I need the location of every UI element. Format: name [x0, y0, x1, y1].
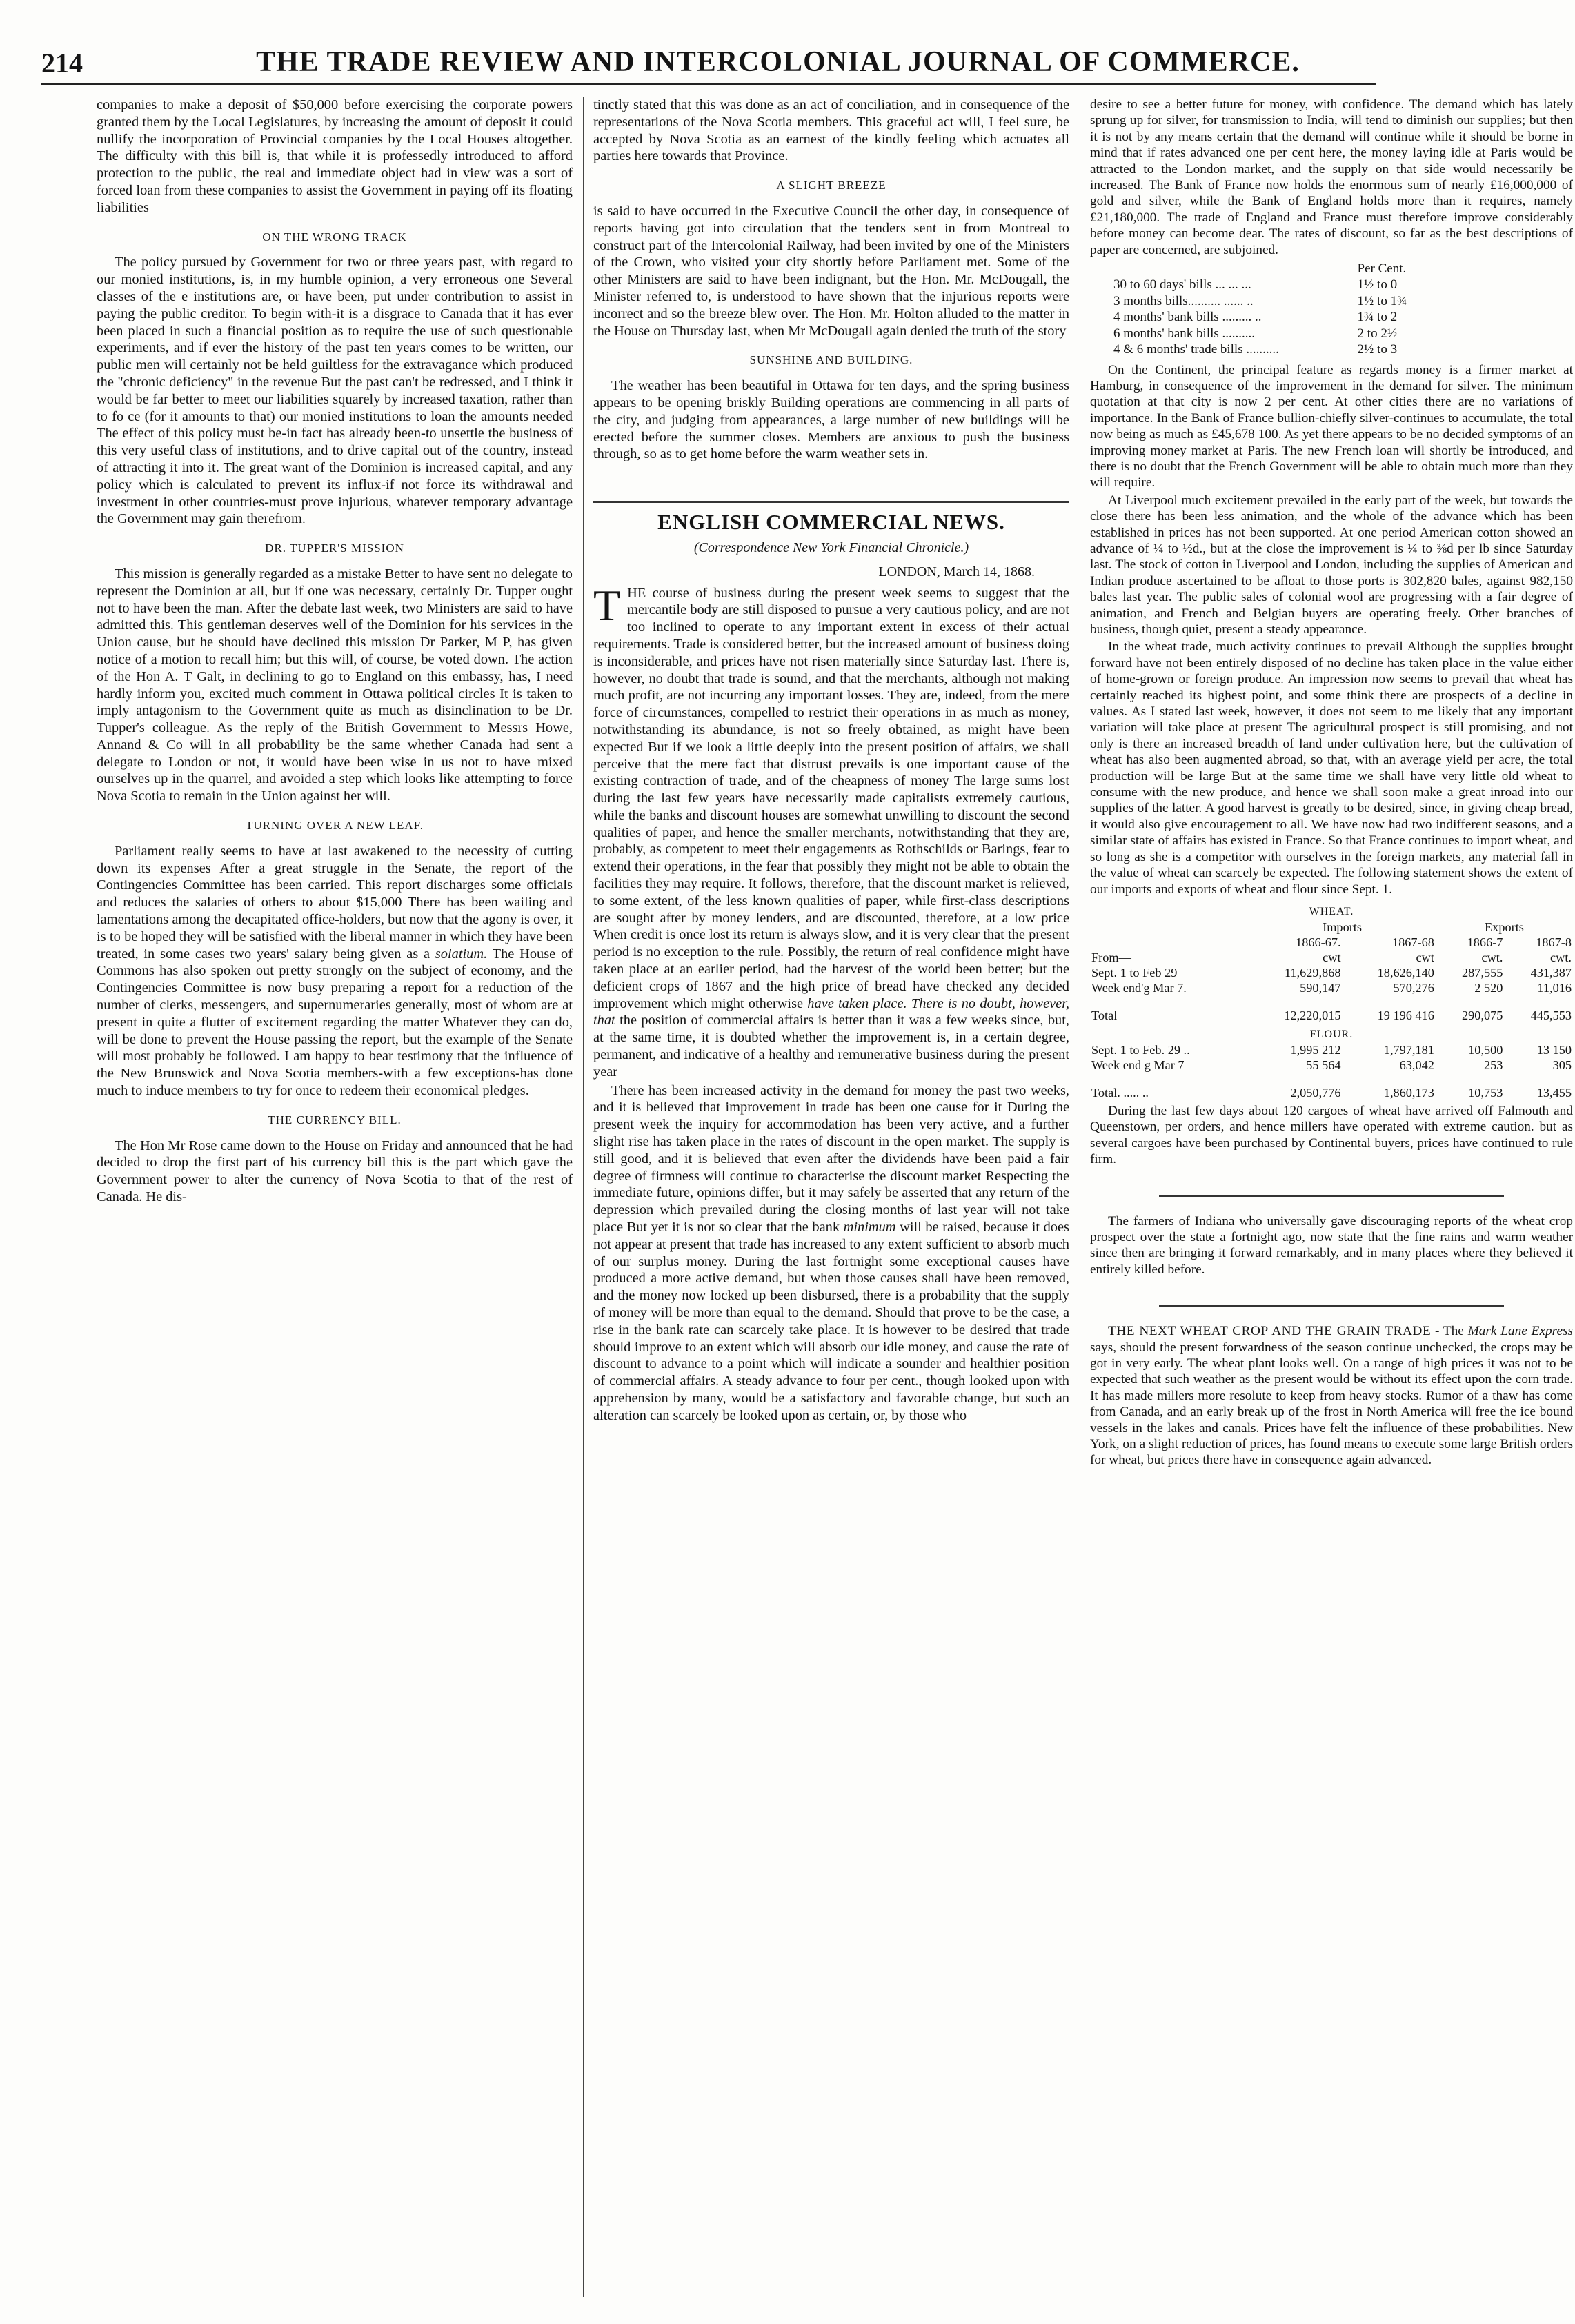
- text-run: The House of Commons has also spoken out pretty strongly on the subject of economy, and the Contingencies Committee is now busy preparing a report for a reduction of the number of clerks, messengers, and supernumeraries generally, most of whom are at present in quite a flutter of excitement regarding the matter Whatever they can do, will be done to prevent the House passing the report, but the example of the Senate will most probably be followed. I am happy to bear testimony that the influence of the New Brunswick and Nova Scotia members-with a few exceptions-has done much to induce members to try for once to redeem their economical pledges.: [97, 946, 573, 1099]
- paragraph: The farmers of Indiana who universally gave discouraging reports of the wheat crop prospect over the state a fortnight ago, now state that the fine rains and warm weather since then are bringing it forward remarkably, and in many places where they believed it entirely killed before.: [1090, 1213, 1573, 1277]
- rate-row: [1113, 293, 1431, 309]
- text-run: says, should the present forwardness of the season continue unchecked, the crops may be got in very early. The wheat plant looks well. On a range of high prices it was not to be expected that such weather as the present would be without its effect upon the corn trade. It has made millers more resolute to keep from heavy stocks. Rumor of a thaw has come from Canada, and an early break up of the frost in North America will free the ice bound vessels in the lakes and canals. Prices have felt the influence of these probabilities. New York, on a slight reduction of prices, has found means to execute some large British orders for wheat, but prices there have in consequence again advanced.: [1090, 1340, 1573, 1468]
- total-row: [1090, 995, 1573, 1023]
- rate-row: [1113, 326, 1431, 341]
- paragraph: is said to have occurred in the Executive Council the other day, in consequence of reports having got into circulation that the tenders sent in from Montreal to construct part of the Intercolonial Railway, had been invited by one of the Ministers of the Crown, who visited your city shortly before Parliament met. Some of the other Ministers are said to have been indignant, but the Hon. Mr. McDougall, the Minister referred to, is understood to have shown that the injurious reports were incorrect and so the breeze blew over. The Hon. Mr. Holton alluded to the matter in the House on Thursday last, when Mr McDougall again denied the truth of the story: [593, 203, 1069, 339]
- rate-value: 2 to 2½: [1357, 326, 1398, 341]
- table-cell: 570,276: [1393, 980, 1434, 995]
- row-label: Week end g Mar 7: [1091, 1057, 1185, 1072]
- table-cell: 2 520: [1474, 980, 1503, 995]
- rate-row: [1113, 309, 1431, 325]
- row-label: Sept. 1 to Feb 29: [1091, 965, 1178, 980]
- rate-label: 6 months' bank bills ..........: [1113, 326, 1256, 341]
- paragraph: The weather has been beautiful in Ottawa for ten days, and the spring business appears to be opening briskly Building operations are commencing in all parts of the city, and judging from appearances, a large number of new buildings will be erected before the summer closes. Members are anxious to push the business through, so as to get home before the warm weather sets in.: [593, 378, 1069, 462]
- table-row: [1090, 1057, 1573, 1073]
- total-row: [1090, 1073, 1573, 1100]
- text-run: HE course of business during the present week seems to suggest that the mercantile body are still disposed to pursue a very cautious policy, and are not too inclined to operate to any important extent in excess of their actual requirements. Trade is considered better, but the increased amount of business doing is inconsiderable, and prices have not risen materially since Saturday last. There is, however, no doubt that trade is sound, and that the merchants, although not making much profit, are not incurring any important losses. They are, indeed, from the mere force of circumstances, compelled to restrict their operations in as much as money, notwithstanding its abundance, is not so freely obtained, as might have been expected But if we look a little deeply into the present position of affairs, we shall perceive that the mere fact that distrust prevails is one important cause of the existing contraction of trade, and of the cheapness of money The large sums lost during the last few years have necessarily made capitalists extremely cautious, while the banks and discount houses are somewhat unwilling to discount the second qualities of paper, and hence the smaller merchants, notwithstanding that they are, probably, as competent to meet their engagements as Rothschilds or Barings, fear to extend their operations, in the fear that possibly they might not be able to obtain the facilities they may require. It follows, therefore, that the discount market is relieved, to some extent, of the less known qualities of paper, while first-class descriptions are sought after by money lenders, and are discounted, therefore, at a low price When credit is once lost its return is always slow, and it is very clear that the present period is no exception to the rule. Possibly, the return of real confidence might have taken place at an earlier period, had the harvest of the world been better; but the deficient crops of 1867 and the high price of bread have checked any decided improvement which might otherwise: [593, 585, 1069, 1011]
- rate-value: 1¾ to 2: [1357, 310, 1398, 325]
- section-heading: DR. TUPPER'S MISSION: [265, 542, 404, 555]
- table-cell: 19 196 416: [1377, 1008, 1434, 1022]
- from-label: From—: [1091, 950, 1131, 964]
- article-title: ENGLISH COMMERCIAL NEWS.: [593, 501, 1069, 531]
- drop-cap: T: [593, 580, 621, 630]
- column-3: [1090, 97, 1573, 2304]
- paragraph: In the wheat trade, much activity continues to prevail Although the supplies brought forward have not been entirely disposed of no decline has taken place in the value either of home-grown or foreign produce. An impression now seems to prevail that wheat has certainly reached its highest point, and some think there are prospects of a decline in values. As I stated last week, however, it does not seem to me likely that any important variation will take place at present The agricultural prospect is still promising, and not only is there an increased breadth of land under cultivation here, but the cultivation of wheat has also been augmented abroad, so that, with an average yield per acre, the total production will be large But at the same time we shall have very little old wheat to consume with the new produce, and hence we shall soon make a great inroad into our supplies of the latter. A good harvest is greatly to be desired, since, in giving cheap bread, it would also give encouragement to all. We have now had two indifferent seasons, and a similar state of affairs has existed in France. So that France continues to import wheat, and so long as she is a competitor with ourselves in the foreign markets, any material fall in the value of wheat can scarcely be expected. The following statement shows the extent of our imports and exports of wheat and flour since Sept. 1.: [1090, 639, 1573, 897]
- section-heading: A SLIGHT BREEZE: [776, 179, 886, 192]
- page-number: 214: [41, 48, 83, 79]
- page-header: [41, 41, 1376, 85]
- table-cell: 305: [1552, 1057, 1572, 1072]
- table-cell: 10,753: [1468, 1085, 1503, 1100]
- text-run: Parliament really seems to have at last awakened to the necessity of cutting down its expenses After a great struggle in the Senate, the report of the Contingencies Committee has been carried. This report discharges some officials and reduces the salaries of others to about $15,000 There has been wailing and lamentations among the decapitated office-holders, but now that the agony is over, it is to be hoped they will be satisfied with the liberal manner in which they have been treated, in some cases two years' salary being given as a: [97, 843, 573, 962]
- italic-text: minimum: [843, 1220, 896, 1235]
- table-cell: 287,555: [1462, 965, 1503, 980]
- column-divider: [583, 97, 584, 2297]
- table-cell: 11,016: [1537, 980, 1572, 995]
- table-cell: 431,387: [1530, 965, 1572, 980]
- row-label: Sept. 1 to Feb. 29 ..: [1091, 1042, 1190, 1057]
- table-row: [1090, 980, 1573, 995]
- paragraph: [593, 580, 1069, 1081]
- row-label: Total. ..... ..: [1091, 1085, 1149, 1100]
- table-cell: 10,500: [1468, 1042, 1503, 1057]
- rates-header: Per Cent.: [1357, 261, 1407, 277]
- year-header: 1867-8: [1536, 935, 1572, 949]
- table-caption: WHEAT.: [1309, 905, 1354, 917]
- row-label: Total: [1091, 1008, 1118, 1022]
- divider: [1159, 1195, 1504, 1197]
- table-cell: 445,553: [1530, 1008, 1572, 1022]
- text-run: the position of commercial affairs is better than it was a few weeks since, but, at the same time, it is doubted whether the improvement is, in a certain degree, permanent, and indicative of a healthy and remunerative business during the present year: [593, 1013, 1069, 1080]
- table-caption: FLOUR.: [1309, 1028, 1354, 1040]
- column-1: [97, 97, 573, 2304]
- table-cell: 590,147: [1300, 980, 1341, 995]
- rate-value: 1½ to 1¾: [1357, 293, 1407, 308]
- table-cell: 1,860,173: [1383, 1085, 1434, 1100]
- paragraph: [593, 1082, 1069, 1424]
- year-header: 1867-68: [1391, 935, 1434, 949]
- year-header: 1866-7: [1467, 935, 1503, 949]
- table-cell: 253: [1484, 1057, 1503, 1072]
- italic-text: have taken place. There is no doubt, however, that: [593, 995, 1069, 1029]
- row-label: Week end'g Mar 7.: [1091, 980, 1187, 995]
- table-cell: 13 150: [1536, 1042, 1572, 1057]
- unit-header: cwt.: [1550, 950, 1572, 964]
- rate-row: [1113, 277, 1431, 292]
- rate-value: 2½ to 3: [1357, 342, 1398, 357]
- paragraph: This mission is generally regarded as a mistake Better to have sent no delegate to represent the Dominion at all, but if one was necessary, certainly Dr. Tupper ought not to have been the man. After the debate last week, two Ministers are said to have admitted this. This gentleman deserves well of the Dominion for his services in the Union cause, but he should have declined this mission Dr Parker, M P, has given notice of a motion to recall him; but this will, of course, be voted down. The action of the Hon A. T Galt, in declining to go to England on this embassy, has, I need hardly inform you, excited much comment in Ottawa political circles It is taken to imply antagonism to the Government quite as much as disinclination to be Dr. Tupper's colleague. As the reply of the British Government to Messrs Howe, Annand & Co will in all probability be the same whether Canada had sent a delegate to London or not, it would have been wise in us not to have mixed ourselves up in the quarrel, and avoided a step which looks like attempting to force Nova Scotia to remain in the Union against her will.: [97, 566, 573, 804]
- table-cell: 11,629,868: [1284, 965, 1341, 980]
- paragraph: The Hon Mr Rose came down to the House on Friday and announced that he had decided to drop the first part of his currency bill this is the part which gave the Government power to alter the currency of Nova Scotia to that of the rest of Canada. He dis-: [97, 1138, 573, 1205]
- table-cell: 63,042: [1399, 1057, 1434, 1072]
- year-header: 1866-67.: [1296, 935, 1341, 949]
- rate-value: 1½ to 0: [1357, 277, 1398, 292]
- rate-row: [1113, 341, 1431, 357]
- article-source: (Correspondence New York Financial Chronicle.): [693, 539, 969, 555]
- text-run: - The: [1434, 1324, 1464, 1339]
- paragraph: At Liverpool much excitement prevailed in the early part of the week, but towards the close there has been less animation, and the whole of the advance which has been established in prices has not been supported. At one period American cotton showed an advance of ¼ to ½d., but at the close the improvement is ¼ to ⅜d per lb since Saturday last. The stock of cotton in Liverpool and London, including the supplies of American and Indian produce ascertained to be afloat to those ports is 302,820 bales, against 982,150 bales last year. The public sales of colonial wool are progressing with a fair degree of animation, and French and Belgian buyers are operating freely. Other branches of business, though quiet, present a steady appearance.: [1090, 493, 1573, 637]
- section-heading: SUNSHINE AND BUILDING.: [749, 353, 913, 367]
- unit-header: cwt: [1323, 950, 1341, 964]
- dateline: LONDON, March 14, 1868.: [878, 564, 1035, 579]
- text-run: will be raised, because it does not appear at present that trade has increased to any extent sufficient to absorb much of our surplus money. During the last fortnight some exceptional causes have produced a more active demand, but when those causes shall have been removed, and the money now locked up been disbursed, there is a probability that the supply of money will be more than equal to the demand. Should that prove to be the case, a rise in the bank rate can scarcely take place. It is however to be desired that trade should improve to an extent which will absorb our idle money, and cause the rate of discount to advance to a point which will indicate a sounder and healthier position of commercial affairs. A steady advance to four per cent., though looked upon with apprehension by many, would be a satisfactory and favorable change, but such an alteration can scarcely be looked upon as certain, or, by those who: [593, 1220, 1069, 1423]
- italic-text: solatium.: [435, 946, 488, 962]
- paragraph: companies to make a deposit of $50,000 before exercising the corporate powers granted them by the Local Legislatures, by increasing the amount of deposit it could nullify the incorporation of Provincial companies by the Local Houses altogether. The difficulty with this bill is, that while it is professedly introduced to afford protection to the public, the real and immediate object had in view was a sort of forced loan from these companies to assist the Government in paying off its floating liabilities: [97, 97, 573, 215]
- table-cell: 55 564: [1306, 1057, 1341, 1072]
- divider: [1159, 1305, 1504, 1307]
- discount-rates-table: [1113, 261, 1431, 357]
- table-cell: 12,220,015: [1284, 1008, 1341, 1022]
- paragraph: [97, 843, 573, 1100]
- paragraph: desire to see a better future for money, with confidence. The demand which has lately sprung up for silver, for transmission to India, will tend to diminish our supplies; but then it is not by any means certain that the demand will continue while it should be borne in mind that if rates advanced one per cent here, the money laying idle at Paris would be attracted to the London market, and the supply on that side would necessarily be increased. The Bank of France now holds the enormous sum of nearly £16,000,000 of gold and silver, while the Bank of England holds more than it requires, namely £21,180,000. The trade of England and France must therefore improve considerably before money can become dear. The rates of discount, so far as the best descriptions of paper are concerned, are subjoined.: [1090, 97, 1573, 257]
- table-cell: 18,626,140: [1377, 965, 1434, 980]
- unit-header: cwt.: [1481, 950, 1503, 964]
- table-cell: 13,455: [1536, 1085, 1572, 1100]
- table-cell: 1,797,181: [1383, 1042, 1434, 1057]
- table-cell: 1,995 212: [1290, 1042, 1341, 1057]
- table-cell: 2,050,776: [1290, 1085, 1341, 1100]
- table-row: [1090, 965, 1573, 980]
- section-heading: ON THE WRONG TRACK: [262, 230, 407, 244]
- rate-label: 4 & 6 months' trade bills ..........: [1113, 342, 1279, 357]
- journal-title: THE TRADE REVIEW AND INTERCOLONIAL JOURNAL OF COMMERCE.: [256, 46, 1300, 78]
- wheat-flour-table: [1090, 900, 1573, 1100]
- text-run: There has been increased activity in the demand for money the past two weeks, and it is believed that improvement in trade has been one cause for it During the present week the inquiry for accommodation has been very active, and a further slight rise has taken place in the rates of discount in the open market. The supply is still good, and it is believed that even after the dividends have been paid a fair degree of firmness will continue to characterise the discount market Respecting the immediate future, opinions differ, but it may safely be asserted that any return of the depression which prevailed during the closing months of last year will not take place But yet it is not so clear that the bank: [593, 1082, 1069, 1235]
- paragraph: [1090, 1323, 1573, 1469]
- rate-label: 30 to 60 days' bills ... ... ...: [1113, 277, 1251, 292]
- run-in-heading: THE NEXT WHEAT CROP AND THE GRAIN TRADE: [1108, 1324, 1432, 1339]
- section-heading: TURNING OVER A NEW LEAF.: [246, 819, 424, 833]
- table-row: [1090, 1042, 1573, 1057]
- paragraph: On the Continent, the principal feature as regards money is a firmer market at Hamburg, in consequence of the improvement in the demand for silver. The minimum quotation at that city is now 2 per cent. At other cities there are no variations of importance. In the Bank of France bullion-chiefly silver-continues to accumulate, the total now being as much as £45,678 100. As yet there appears to be no decided symptoms of an improving money market at Paris. The new French loan will shortly be introduced, and there is no doubt that the French Government will be able to obtain much more than they will require.: [1090, 362, 1573, 490]
- unit-header: cwt: [1416, 950, 1434, 964]
- section-heading: THE CURRENCY BILL.: [268, 1113, 402, 1126]
- exports-label: —Exports—: [1472, 920, 1537, 934]
- paragraph: During the last few days about 120 cargoes of wheat have arrived off Falmouth and Queenstown, per orders, and hence millers have operated with extreme caution. but as several cargoes have been purchased by Continental buyers, prices have continued to rule firm.: [1090, 1103, 1573, 1167]
- table-cell: 290,075: [1462, 1008, 1503, 1022]
- imports-label: —Imports—: [1309, 920, 1375, 934]
- column-2: [593, 97, 1069, 2304]
- paragraph: The policy pursued by Government for two or three years past, with regard to our monied institutions, is, in my humble opinion, a very erroneous one Several classes of the e institutions are, or have been, put under contribution to assist in paying the public creditor. To begin with-it is a disgrace to Canada that it has ever been placed in such a financial position as to require the use of such questionable experiments, and if ever the history of the past ten years comes to be written, our public men will certainly not be held guiltless for the extravagance which produced the "chronic deficiency" in the revenue But the past can't be redressed, and I think it would be far better to meet our liabilities squarely by increased taxation, rather than to fo ce (for it amounts to that) our monied institutions to loan the amounts needed The effect of this policy must be-in fact has already been-to unsettle the business of this very useful class of institutions, and to drive capital out of the country, instead of attracting it into it. The great want of the Dominion is increased capital, and any policy which is calculated to prevent its influx-if not force its withdrawal and investment in other countries-must prove injurious, whatever temporary advantage the Government may gain therefrom.: [97, 255, 573, 527]
- paragraph: tinctly stated that this was done as an act of conciliation, and in consequence of the representations of the Nova Scotia members. This graceful act will, I feel sure, be accepted by Nova Scotia as an earnest of the kindly feeling which actuates all parties here towards that Province.: [593, 97, 1069, 164]
- rate-label: 4 months' bank bills ......... ..: [1113, 310, 1262, 325]
- rate-label: 3 months bills.......... ...... ..: [1113, 293, 1254, 308]
- italic-text: Mark Lane Express: [1467, 1324, 1573, 1339]
